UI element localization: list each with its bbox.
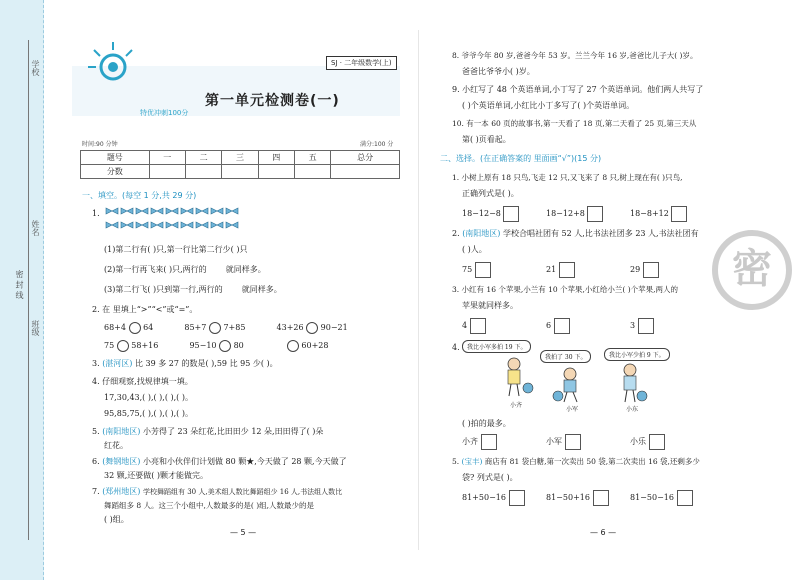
child-name: 小军 <box>566 406 579 413</box>
region-tag: (南阳地区) <box>102 427 141 436</box>
butterfly-icon <box>106 222 118 228</box>
question-number: 1. <box>92 209 100 218</box>
butterfly-rows <box>104 205 244 235</box>
score-table-score-row <box>81 165 400 179</box>
choice-3-option-b <box>546 318 570 334</box>
option-label: 3 <box>630 321 636 330</box>
compare-row-1 <box>104 322 348 334</box>
question-number: 5. <box>452 457 460 466</box>
compare-row-2 <box>104 340 328 352</box>
butterfly-icon <box>166 208 178 214</box>
slogan: 特优冲刺100分 <box>140 109 189 117</box>
question-number: 7. <box>92 487 100 496</box>
answer-box[interactable] <box>565 434 581 450</box>
school-label: 学校 <box>31 60 40 76</box>
q1-part2-end: 就同样多。 <box>225 265 266 274</box>
option-label: 18−12+8 <box>546 209 585 218</box>
option-label: 小乐 <box>630 437 646 446</box>
choice-3-option-c <box>630 318 654 334</box>
option-label: 小齐 <box>462 437 478 446</box>
choice-1-option-c <box>630 206 687 222</box>
choice-2 <box>452 228 699 240</box>
name-label: 姓名 <box>31 220 40 236</box>
speech-bubble: 我比小军少拍 9 下。 <box>604 348 670 361</box>
butterfly-icon <box>225 285 239 295</box>
compare-circle[interactable] <box>219 340 231 352</box>
question-4: 4. 仔细观察,找规律填一填。 <box>92 377 193 386</box>
option-label: 81+50−16 <box>462 493 506 502</box>
option-label: 81−50−16 <box>630 493 674 502</box>
choice-1-cont: 正确列式是( )。 <box>462 189 519 198</box>
choice-5-option-b <box>546 490 609 506</box>
score-input-cell[interactable] <box>331 165 400 179</box>
question-text: 小芳得了 23 朵红花,比田田少 12 朵,田田得了( )朵 <box>142 427 324 436</box>
question-text: 比 39 多 27 的数是( ),59 比 95 少( )。 <box>134 359 278 368</box>
butterfly-icon <box>181 208 193 214</box>
child-name: 小齐 <box>510 402 523 409</box>
compare-circle[interactable] <box>209 322 221 334</box>
q7-cont2: ( )组。 <box>104 515 129 524</box>
choice-2-option-a <box>462 262 491 278</box>
speech-bubble: 我比小军多拍 19 下。 <box>462 340 531 353</box>
option-label: 6 <box>546 321 552 330</box>
table-cell: 二 <box>185 151 221 165</box>
compare-circle[interactable] <box>117 340 129 352</box>
choice-1: 1. 小树上原有 18 只鸟,飞走 12 只,又飞来了 8 只,树上现在有( )只鸟, <box>452 173 683 182</box>
answer-box[interactable] <box>470 318 486 334</box>
choice-1-option-a <box>462 206 519 222</box>
child-figure-icon <box>496 356 536 400</box>
compare-circle[interactable] <box>287 340 299 352</box>
question-10: 10. 有一本 60 页的故事书,第一天看了 18 页,第二天看了 25 页,第三天从 <box>452 119 697 128</box>
region-tag: (舞钢地区) <box>102 457 141 466</box>
question-text: 商店有 81 袋白糖,第一次卖出 50 袋,第二次卖出 16 袋,还剩多少 <box>484 457 700 466</box>
score-input-cell[interactable] <box>258 165 294 179</box>
answer-box[interactable] <box>509 490 525 506</box>
option-label: 21 <box>546 265 557 274</box>
page-title: 第一单元检测卷(一) <box>205 93 340 109</box>
region-tag: (宝丰) <box>461 457 483 466</box>
question-7 <box>92 486 342 498</box>
choice-4-option-b <box>546 434 581 450</box>
class-label: 班级 <box>31 320 40 336</box>
speech-bubble: 我拍了 30 下。 <box>540 350 591 363</box>
q4-sequence-1: 17,30,43,( ),( ),( ),( )。 <box>104 393 193 402</box>
expr: 80 <box>233 341 244 350</box>
butterfly-icon <box>196 222 208 228</box>
page-divider <box>418 30 419 550</box>
butterfly-icon <box>226 208 238 214</box>
butterfly-icon <box>211 222 223 228</box>
option-label: 小军 <box>546 437 562 446</box>
question-text: 学校合唱社团有 52 人,比书法社团多 23 人,书法社团有 <box>502 229 699 238</box>
table-cell: 分数 <box>81 165 150 179</box>
expr: 43+26 <box>276 323 304 332</box>
choice-4-cont: ( )拍的最多。 <box>462 419 511 428</box>
q1-part1: (1)第二行有( )只,第一行比第二行少( )只 <box>104 245 248 254</box>
child-figure-icon <box>612 362 652 406</box>
expr: 95−10 <box>189 341 217 350</box>
section-2-title: 二、选择。(在正确答案的 里面画“√”)(15 分) <box>440 154 602 163</box>
child-figure-icon <box>552 366 592 406</box>
q1-part2 <box>104 264 266 276</box>
score-table <box>80 150 400 179</box>
butterfly-icon <box>151 208 163 214</box>
butterfly-icon <box>106 208 118 214</box>
answer-box[interactable] <box>638 318 654 334</box>
table-cell: 总分 <box>331 151 400 165</box>
section-1-title: 一、填空。(每空 1 分,共 29 分) <box>82 191 197 200</box>
question-number: 5. <box>92 427 100 436</box>
question-number: 3. <box>92 359 100 368</box>
answer-box[interactable] <box>554 318 570 334</box>
question-3 <box>92 358 278 370</box>
compare-circle[interactable] <box>306 322 318 334</box>
butterfly-icon <box>181 222 193 228</box>
expr: 64 <box>143 323 154 332</box>
question-text: 学校舞蹈组有 30 人,美术组人数比舞蹈组少 16 人,书法组人数比 <box>142 488 343 496</box>
table-cell: 一 <box>149 151 185 165</box>
choice-4-option-c <box>630 434 665 450</box>
answer-box[interactable] <box>559 262 575 278</box>
q5-cont: 红花。 <box>104 441 128 450</box>
butterfly-icon <box>211 208 223 214</box>
score-input-cell[interactable] <box>149 165 185 179</box>
q4-sequence-2: 95,85,75,( ),( ),( ),( )。 <box>104 409 193 418</box>
choice-5-option-a <box>462 490 525 506</box>
q1-part2-text: (2)第一行再飞来( )只,两行的 <box>104 265 207 274</box>
expr: 68+4 <box>104 323 126 332</box>
binding-line <box>28 40 29 540</box>
choice-5-option-c <box>630 490 693 506</box>
choice-4-option-a <box>462 434 497 450</box>
grade-tag: SJ · 二年级数学(上) <box>326 56 397 70</box>
logo-sun-icon <box>86 40 140 94</box>
answer-box[interactable] <box>475 262 491 278</box>
answer-box[interactable] <box>503 206 519 222</box>
choice-2-option-b <box>546 262 575 278</box>
question-9: 9. 小红写了 48 个英语单词,小丁写了 27 个英语单词。他们两人共写了 <box>452 85 704 94</box>
question-text: 小亮和小伙伴们计划做 80 颗★,今天做了 28 颗,今天做了 <box>142 457 347 466</box>
choice-2-cont: ( )人。 <box>462 245 487 254</box>
score-input-cell[interactable] <box>222 165 258 179</box>
choice-3: 3. 小红有 16 个苹果,小兰有 10 个苹果,小红给小兰( )个苹果,两人的 <box>452 285 679 294</box>
question-8: 8. 爷爷今年 80 岁,爸爸今年 53 岁。兰兰今年 16 岁,爸爸比儿子大( )岁。 <box>452 51 698 60</box>
expr: 7+85 <box>223 323 246 332</box>
butterfly-icon <box>226 222 238 228</box>
butterfly-icon <box>151 222 163 228</box>
q10-cont: 第( )页看起。 <box>462 135 511 144</box>
expr: 90−21 <box>320 323 348 332</box>
region-tag: (湛河区) <box>102 359 133 368</box>
score-table-header-row <box>81 151 400 165</box>
answer-box[interactable] <box>677 490 693 506</box>
expr: 58+16 <box>131 341 159 350</box>
choice-5-cont: 袋? 列式是( )。 <box>462 473 518 482</box>
butterfly-icon <box>196 208 208 214</box>
butterfly-icon <box>136 208 148 214</box>
choice-2-option-c <box>630 262 659 278</box>
question-5 <box>92 426 323 438</box>
q6-cont: 32 颗,还要做( )颗才能做完。 <box>104 471 209 480</box>
butterfly-icon <box>209 265 223 275</box>
seal-line-label: 密 封 线 <box>15 270 24 300</box>
q1-part3-end: 就同样多。 <box>241 285 282 294</box>
exam-time: 时间:90 分钟 <box>82 141 118 148</box>
option-label: 75 <box>462 265 473 274</box>
expr: 60+28 <box>301 341 329 350</box>
q1-part3 <box>104 284 282 296</box>
child-name: 小东 <box>626 406 639 413</box>
question-1 <box>92 208 100 220</box>
butterfly-icon <box>166 222 178 228</box>
compare-circle[interactable] <box>129 322 141 334</box>
table-cell: 三 <box>222 151 258 165</box>
page-number-left: — 5 — <box>230 528 257 537</box>
q7-cont: 舞蹈组多 8 人。这三个小组中,人数最多的是( )组,人数最少的是 <box>104 501 315 510</box>
choice-4: 4. <box>452 343 460 352</box>
answer-box[interactable] <box>593 490 609 506</box>
butterfly-icon <box>121 222 133 228</box>
choice-5 <box>452 456 700 468</box>
answer-box[interactable] <box>671 206 687 222</box>
butterfly-icon <box>121 208 133 214</box>
table-cell: 四 <box>258 151 294 165</box>
option-label: 4 <box>462 321 468 330</box>
question-number: 2. <box>452 229 460 238</box>
region-tag: (郑州地区) <box>102 487 141 496</box>
expr: 75 <box>104 341 115 350</box>
answer-box[interactable] <box>587 206 603 222</box>
butterfly-icon <box>136 222 148 228</box>
score-input-cell[interactable] <box>185 165 221 179</box>
q9-cont: ( )个英语单词,小红比小丁多写了( )个英语单词。 <box>462 101 635 110</box>
choice-1-option-b <box>546 206 603 222</box>
full-score: 满分:100 分 <box>360 141 394 148</box>
option-label: 18−8+12 <box>630 209 669 218</box>
q1-part3-text: (3)第二行飞( )只到第一行,两行的 <box>104 285 223 294</box>
q8-cont: 爸爸比爷爷小( )岁。 <box>462 67 535 76</box>
option-label: 81−50+16 <box>546 493 590 502</box>
score-input-cell[interactable] <box>294 165 330 179</box>
answer-box[interactable] <box>649 434 665 450</box>
option-label: 18−12−8 <box>462 209 501 218</box>
page-number-right: — 6 — <box>590 528 617 537</box>
choice-3-option-a <box>462 318 486 334</box>
expr: 85+7 <box>184 323 207 332</box>
choice-3-cont: 苹果就同样多。 <box>462 301 518 310</box>
table-cell: 五 <box>294 151 330 165</box>
option-label: 29 <box>630 265 641 274</box>
answer-box[interactable] <box>643 262 659 278</box>
question-6 <box>92 456 347 468</box>
question-number: 6. <box>92 457 100 466</box>
watermark-stamp: 密 <box>712 230 792 310</box>
region-tag: (南阳地区) <box>462 229 501 238</box>
table-cell: 题号 <box>81 151 150 165</box>
answer-box[interactable] <box>481 434 497 450</box>
question-2: 2. 在 里填上“>”“<”或“=”。 <box>92 305 198 314</box>
